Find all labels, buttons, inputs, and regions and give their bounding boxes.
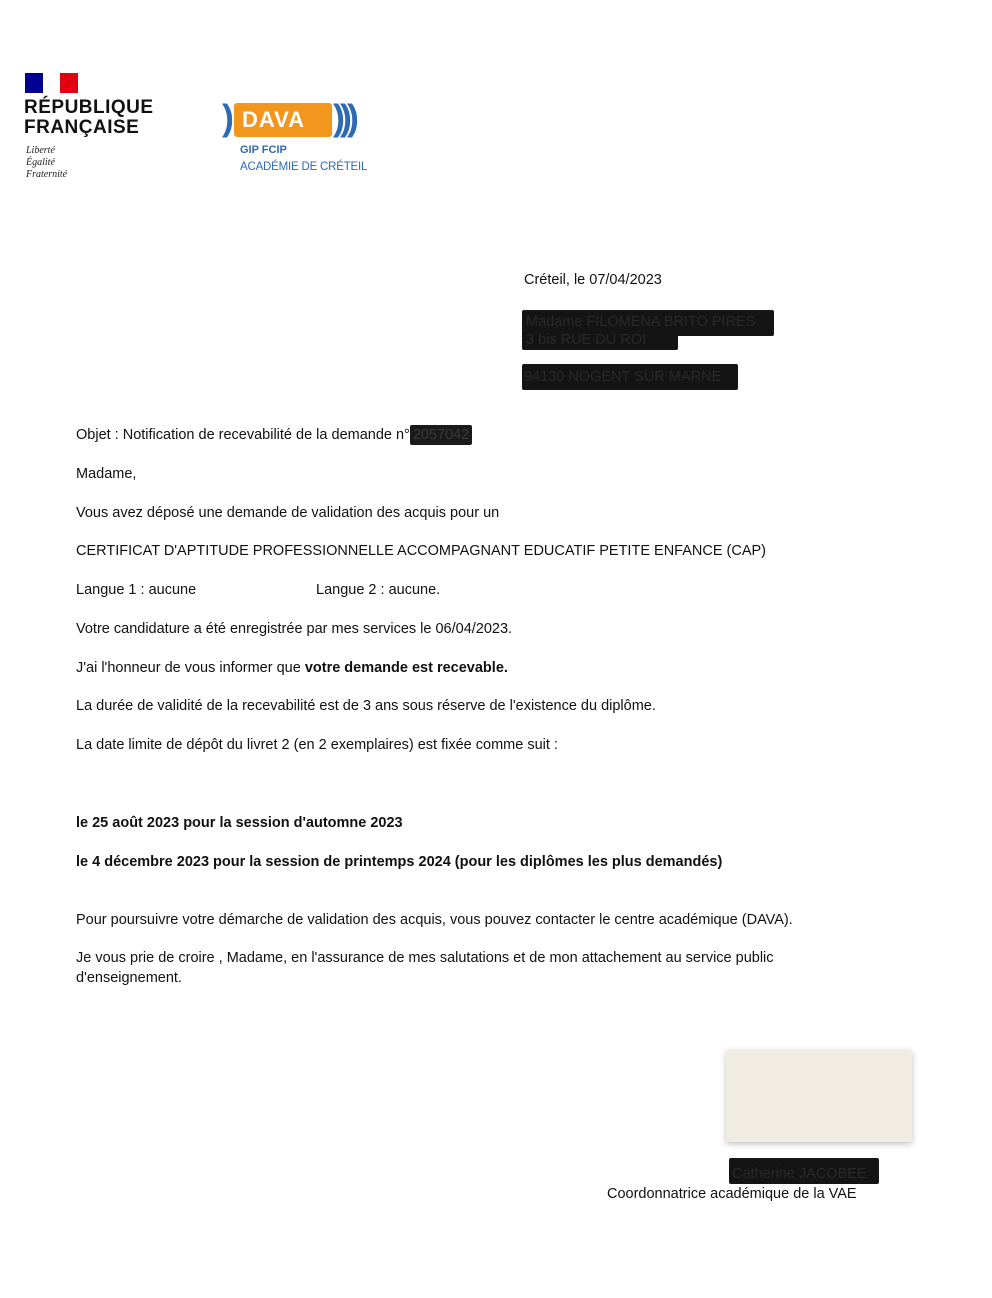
- langue-2: Langue 2 : aucune.: [316, 582, 441, 598]
- paragraph-candidature: Votre candidature a été enregistrée par mes services le 06/04/2023.: [76, 621, 513, 637]
- paragraph-demande: Vous avez déposé une demande de validation des acquis pour un: [76, 505, 500, 521]
- object-text: Objet : Notification de recevabilité de la demande n°: [76, 427, 410, 443]
- closing-line2: d'enseignement.: [76, 970, 182, 986]
- motto-egalite: Égalité: [26, 157, 55, 168]
- paragraph-date-limite: La date limite de dépôt du livret 2 (en 2 exemplaires) est fixée comme suit :: [76, 737, 558, 753]
- recevable-text: J'ai l'honneur de vous informer que: [76, 660, 305, 676]
- republique-motto: [26, 145, 67, 181]
- republique-line2: FRANÇAISE: [24, 117, 140, 138]
- request-number-redacted: 2057042: [410, 425, 472, 445]
- recevable-bold: votre demande est recevable.: [304, 660, 508, 676]
- closing-line1: Je vous prie de croire , Madame, en l'assurance de mes salutations et de mon attachement au service public: [76, 950, 774, 966]
- republique-flag-icon: [25, 73, 78, 93]
- recipient-line3-redacted: 94130 NOGENT SUR MARNE: [522, 364, 738, 390]
- paragraph-recevable: [76, 660, 508, 676]
- dava-logo: DAVA: [234, 103, 332, 137]
- republique-line1: RÉPUBLIQUE: [24, 97, 154, 118]
- dava-bracket-icon: ): [222, 97, 234, 138]
- object-line: [76, 427, 472, 443]
- place-date: Créteil, le 07/04/2023: [524, 272, 662, 288]
- diploma-title: CERTIFICAT D'APTITUDE PROFESSIONNELLE ACCOMPAGNANT EDUCATIF PETITE ENFANCE (CAP): [76, 543, 767, 559]
- signatory-title: Coordonnatrice académique de la VAE: [607, 1186, 857, 1202]
- paragraph-validite: La durée de validité de la recevabilité est de 3 ans sous réserve de l'existence du diplôme.: [76, 698, 656, 714]
- deadline-spring: le 4 décembre 2023 pour la session de printemps 2024 (pour les diplômes les plus demandés): [76, 854, 723, 870]
- signatory-name-redacted: Catherine JACOBEE: [729, 1158, 879, 1184]
- dava-gip-fcip: GIP FCIP: [240, 144, 287, 156]
- republique-francaise-logo: [24, 98, 154, 138]
- langue-1: Langue 1 : aucune: [76, 582, 197, 598]
- dava-academie: ACADÉMIE DE CRÉTEIL: [240, 161, 368, 173]
- dava-waves-icon: ))): [333, 97, 354, 138]
- motto-fraternite: Fraternité: [26, 169, 68, 180]
- recipient-line1-redacted: Madame FILOMENA BRITO PIRES: [522, 310, 774, 336]
- recipient-line2-redacted: 3 bis RUE DU ROI: [522, 330, 678, 350]
- salutation: Madame,: [76, 466, 137, 482]
- signature-redacted: [726, 1050, 912, 1142]
- motto-liberte: Liberté: [26, 145, 55, 156]
- paragraph-contact: Pour poursuivre votre démarche de validation des acquis, vous pouvez contacter le centre académique (DAVA).: [76, 912, 793, 928]
- deadline-autumn: le 25 août 2023 pour la session d'automne 2023: [76, 815, 403, 831]
